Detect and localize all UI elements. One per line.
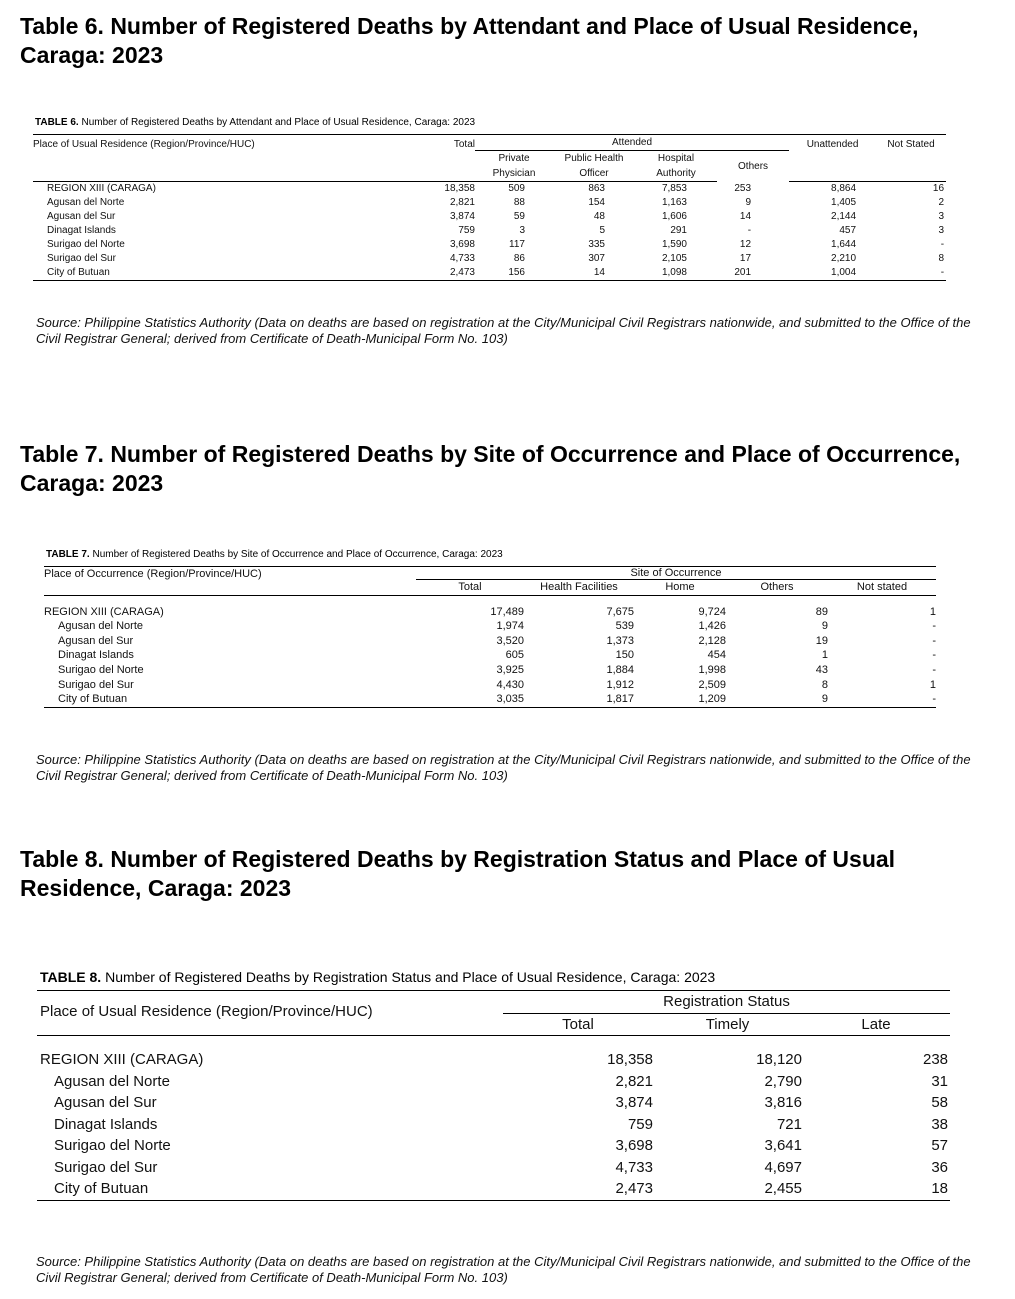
- table-cell: 17: [739, 253, 752, 264]
- table-cell: 307: [588, 253, 605, 264]
- table-cell: 2,821: [449, 197, 475, 208]
- table-cell: 1,644: [831, 239, 857, 250]
- table-cell: 1,209: [634, 692, 726, 707]
- table-cell: 3,816: [764, 1094, 802, 1111]
- table-cell: 3,641: [764, 1137, 802, 1154]
- table-cell: 150: [615, 649, 634, 662]
- table-row: [33, 252, 946, 266]
- table-cell: 1,912: [606, 678, 634, 691]
- row-label: Agusan del Sur: [47, 211, 116, 222]
- table-cell: 238: [923, 1051, 949, 1068]
- table-cell: 18: [802, 1178, 950, 1200]
- row-label: REGION XIII (CARAGA): [47, 183, 156, 194]
- table6-caption-text: Number of Registered Deaths by Attendant and Place of Usual Residence, Caraga: 2023: [81, 117, 476, 128]
- table-cell: 9: [821, 620, 828, 633]
- table6: [33, 134, 946, 281]
- table8-source: Source: Philippine Statistics Authority (Data on deaths are based on registration at the City/Municipal Civil Registrars nationwide, and submitted to the Office of the Civil Registrar General; derived from Certificate of Death-Municipal Form No. 103): [36, 1254, 971, 1285]
- table-cell: 863: [588, 183, 605, 194]
- table-cell: 4,733: [449, 253, 475, 264]
- table-cell: 89: [815, 605, 828, 618]
- table-row: [33, 266, 946, 281]
- table-cell: 31: [931, 1072, 949, 1090]
- table6-col-unattended: Unattended: [789, 135, 876, 167]
- table-cell: 1,163: [661, 197, 687, 208]
- table-row: [33, 224, 946, 238]
- table-cell: 3,874: [449, 211, 475, 222]
- table-cell: 48: [593, 211, 605, 222]
- table-row: [37, 1135, 950, 1157]
- table-cell: 9,724: [698, 605, 726, 618]
- table7-caption: [46, 549, 503, 560]
- table-cell: 2,105: [661, 253, 687, 264]
- table-cell: 57: [931, 1137, 949, 1154]
- table-row: [44, 678, 936, 693]
- table8-heading: Table 8. Number of Registered Deaths by Registration Status and Place of Usual Residence, Caraga: 2023: [20, 846, 896, 901]
- row-label: City of Butuan: [37, 1178, 503, 1200]
- table-row: [37, 1114, 950, 1136]
- table6-caption-prefix: TABLE 6.: [35, 117, 79, 128]
- table-cell: 18,358: [444, 183, 475, 194]
- row-label: Surigao del Norte: [58, 663, 144, 676]
- row-label: Agusan del Norte: [47, 197, 125, 208]
- table-cell: 1: [929, 678, 936, 691]
- table-cell: 3,925: [496, 663, 524, 676]
- table-row: [33, 196, 946, 210]
- table6-heading: Table 6. Number of Registered Deaths by Attendant and Place of Usual Residence, Caraga: 2023: [20, 13, 919, 68]
- table-cell: 19: [815, 634, 828, 647]
- table-cell: 2,473: [503, 1178, 653, 1200]
- table7-col-others: Others: [726, 580, 828, 596]
- table-cell: 1,817: [524, 692, 634, 707]
- table-cell: 1,998: [698, 663, 726, 676]
- table8-col-late: Late: [802, 1013, 950, 1036]
- table7-col-not-stated: Not stated: [828, 580, 936, 596]
- table-cell: 7,853: [661, 183, 687, 194]
- table-cell: 1,004: [789, 266, 876, 281]
- table-cell: 759: [458, 225, 475, 236]
- table-row: [44, 663, 936, 678]
- table-cell: -: [747, 225, 752, 236]
- table-cell: 454: [707, 649, 726, 662]
- table-cell: 3,035: [416, 692, 524, 707]
- table6-col-private-1: Private: [498, 153, 530, 164]
- table6-col-others: Others: [738, 160, 769, 172]
- table8-col-place: Place of Usual Residence (Region/Province/HUC): [37, 991, 503, 1036]
- table7-col-health: Health Facilities: [524, 580, 634, 596]
- table-cell: 2,790: [764, 1072, 802, 1090]
- table-cell: 7,675: [606, 605, 634, 618]
- table-row: [44, 692, 936, 707]
- table-cell: 4,733: [615, 1158, 653, 1176]
- table-cell: 9: [745, 197, 752, 208]
- row-label: Surigao del Norte: [47, 239, 125, 250]
- table-cell: 154: [588, 197, 605, 208]
- table-cell: 59: [513, 211, 525, 222]
- table-cell: 86: [513, 253, 525, 264]
- table-cell: 12: [739, 239, 752, 250]
- table-row: [37, 1092, 950, 1114]
- table-cell: 8: [938, 253, 945, 264]
- table6-col-hosp-2: Authority: [635, 166, 717, 182]
- row-label: Agusan del Sur: [54, 1094, 157, 1111]
- table-cell: 2,210: [831, 253, 857, 264]
- table-cell: 18,358: [607, 1051, 653, 1068]
- table7-caption-prefix: TABLE 7.: [46, 549, 90, 560]
- table-cell: 36: [931, 1158, 949, 1176]
- table6-col-attended: Attended: [475, 135, 789, 151]
- row-label: Dinagat Islands: [54, 1115, 158, 1133]
- table-cell: 17,489: [490, 605, 524, 618]
- table-cell: 721: [776, 1115, 802, 1133]
- table6-col-not-stated: Not Stated: [876, 135, 946, 167]
- table6-caption: [35, 117, 475, 128]
- table7-caption-text: Number of Registered Deaths by Site of Occurrence and Place of Occurrence, Caraga: 2023: [92, 549, 503, 560]
- row-label: Surigao del Norte: [54, 1137, 171, 1154]
- table-row: [37, 1157, 950, 1179]
- table-cell: 4,697: [764, 1158, 802, 1176]
- table-cell: 16: [932, 183, 945, 194]
- table-cell: 14: [739, 211, 752, 222]
- table7-source: Source: Philippine Statistics Authority (Data on deaths are based on registration at the City/Municipal Civil Registrars nationwide, and submitted to the Office of the Civil Registrar General; derived from Certificate of Death-Municipal Form No. 103): [36, 752, 971, 783]
- row-label: REGION XIII (CARAGA): [40, 1051, 204, 1068]
- table-cell: 1: [821, 649, 828, 662]
- table-cell: 457: [839, 225, 857, 236]
- table-cell: 43: [815, 663, 828, 676]
- table-cell: 117: [509, 239, 525, 250]
- table-cell: 1,974: [496, 620, 524, 633]
- table8-col-total: Total: [503, 1013, 653, 1036]
- table-cell: 2,128: [698, 634, 726, 647]
- table-cell: 1,426: [698, 620, 726, 633]
- table-cell: -: [940, 239, 945, 250]
- row-label: Agusan del Sur: [58, 634, 134, 647]
- table-cell: 88: [513, 197, 525, 208]
- table6-col-place: Place of Usual Residence (Region/Province/HUC): [33, 135, 425, 167]
- table-cell: 8: [821, 678, 828, 691]
- table-cell: 1,606: [661, 211, 687, 222]
- table-cell: 1,098: [635, 266, 717, 281]
- table-row: [37, 1071, 950, 1093]
- table-cell: 1: [929, 605, 936, 618]
- table8-col-status: Registration Status: [503, 991, 950, 1014]
- table-cell: 291: [670, 225, 687, 236]
- table-cell: -: [932, 649, 936, 662]
- table-cell: 201: [717, 266, 789, 281]
- table-cell: 3,698: [449, 239, 475, 250]
- table7-col-place: Place of Occurrence (Region/Province/HUC): [44, 567, 416, 596]
- table-cell: 9: [726, 692, 828, 707]
- row-label: City of Butuan: [44, 692, 416, 707]
- table-cell: 18,120: [756, 1051, 802, 1068]
- table8-caption-text: Number of Registered Deaths by Registration Status and Place of Usual Residence, Caraga: 2023: [105, 969, 716, 985]
- table-cell: 3: [519, 225, 525, 236]
- table-cell: 605: [505, 649, 524, 662]
- row-label: Dinagat Islands: [47, 225, 116, 236]
- table-cell: 3,520: [496, 634, 524, 647]
- table-row: [37, 1049, 950, 1071]
- table-cell: 4,430: [496, 678, 524, 691]
- table8-caption: [40, 969, 715, 985]
- table-cell: 2,821: [615, 1072, 653, 1090]
- table6-col-hosp-1: Hospital: [657, 153, 695, 164]
- table-cell: -: [932, 620, 936, 633]
- table6-col-pho-2: Officer: [553, 166, 635, 182]
- table-row: [33, 238, 946, 252]
- table8: [37, 990, 950, 1201]
- table-row: [44, 648, 936, 663]
- table-cell: 1,590: [661, 239, 687, 250]
- row-label: Agusan del Norte: [58, 620, 143, 633]
- table-cell: 2,509: [698, 678, 726, 691]
- table7-col-total: Total: [416, 580, 524, 596]
- table7-heading: Table 7. Number of Registered Deaths by Site of Occurrence and Place of Occurrence, Caraga: 2023: [20, 441, 961, 496]
- table7: [44, 566, 936, 708]
- row-label: Agusan del Norte: [54, 1072, 170, 1090]
- table-cell: 1,405: [831, 197, 857, 208]
- table-cell: 3: [938, 211, 945, 222]
- table-cell: 509: [508, 183, 525, 194]
- table-cell: 3: [938, 225, 945, 236]
- table-row: [33, 182, 946, 197]
- row-label: REGION XIII (CARAGA): [44, 605, 164, 618]
- table-cell: -: [932, 663, 936, 676]
- table7-col-home: Home: [634, 580, 726, 596]
- table6-col-total: Total: [425, 135, 475, 167]
- table6-col-pho-1: Public Health: [564, 153, 624, 164]
- table-cell: 1,884: [606, 663, 634, 676]
- table-cell: 5: [599, 225, 605, 236]
- table-cell: 2,473: [425, 266, 475, 281]
- table-cell: 253: [734, 182, 752, 194]
- table-row: [44, 619, 936, 634]
- table8-caption-prefix: TABLE 8.: [40, 969, 102, 985]
- table8-col-timely: Timely: [653, 1013, 802, 1036]
- table6-col-private-2: Physician: [475, 166, 553, 182]
- table-cell: 1,373: [606, 634, 634, 647]
- table-cell: 2: [938, 197, 945, 208]
- table-cell: 14: [553, 266, 635, 281]
- row-label: Surigao del Sur: [58, 678, 134, 691]
- table6-source: Source: Philippine Statistics Authority (Data on deaths are based on registration at the City/Municipal Civil Registrars nationwide, and submitted to the Office of the Civil Registrar General; derived from Certificate of Death-Municipal Form No. 103): [36, 315, 971, 346]
- table-row: [37, 1178, 950, 1200]
- row-label: City of Butuan: [33, 266, 425, 281]
- table-cell: 38: [931, 1115, 949, 1133]
- table-cell: 539: [615, 620, 634, 633]
- table-cell: 2,455: [653, 1178, 802, 1200]
- table-cell: -: [828, 692, 936, 707]
- table7-col-site: Site of Occurrence: [416, 567, 936, 580]
- table-cell: 759: [627, 1115, 653, 1133]
- table-cell: 335: [588, 239, 605, 250]
- row-label: Surigao del Sur: [47, 253, 116, 264]
- table-row: [33, 210, 946, 224]
- table-cell: -: [932, 634, 936, 647]
- table-cell: 8,864: [831, 183, 857, 194]
- table-cell: -: [876, 266, 946, 281]
- table-cell: 3,874: [615, 1094, 653, 1111]
- table-cell: 3,698: [615, 1137, 653, 1154]
- row-label: Dinagat Islands: [58, 649, 134, 662]
- table-row: [44, 634, 936, 649]
- table-cell: 2,144: [831, 211, 857, 222]
- row-label: Surigao del Sur: [54, 1158, 158, 1176]
- table-row: [44, 605, 936, 620]
- table-cell: 156: [475, 266, 553, 281]
- table-cell: 58: [931, 1094, 949, 1111]
